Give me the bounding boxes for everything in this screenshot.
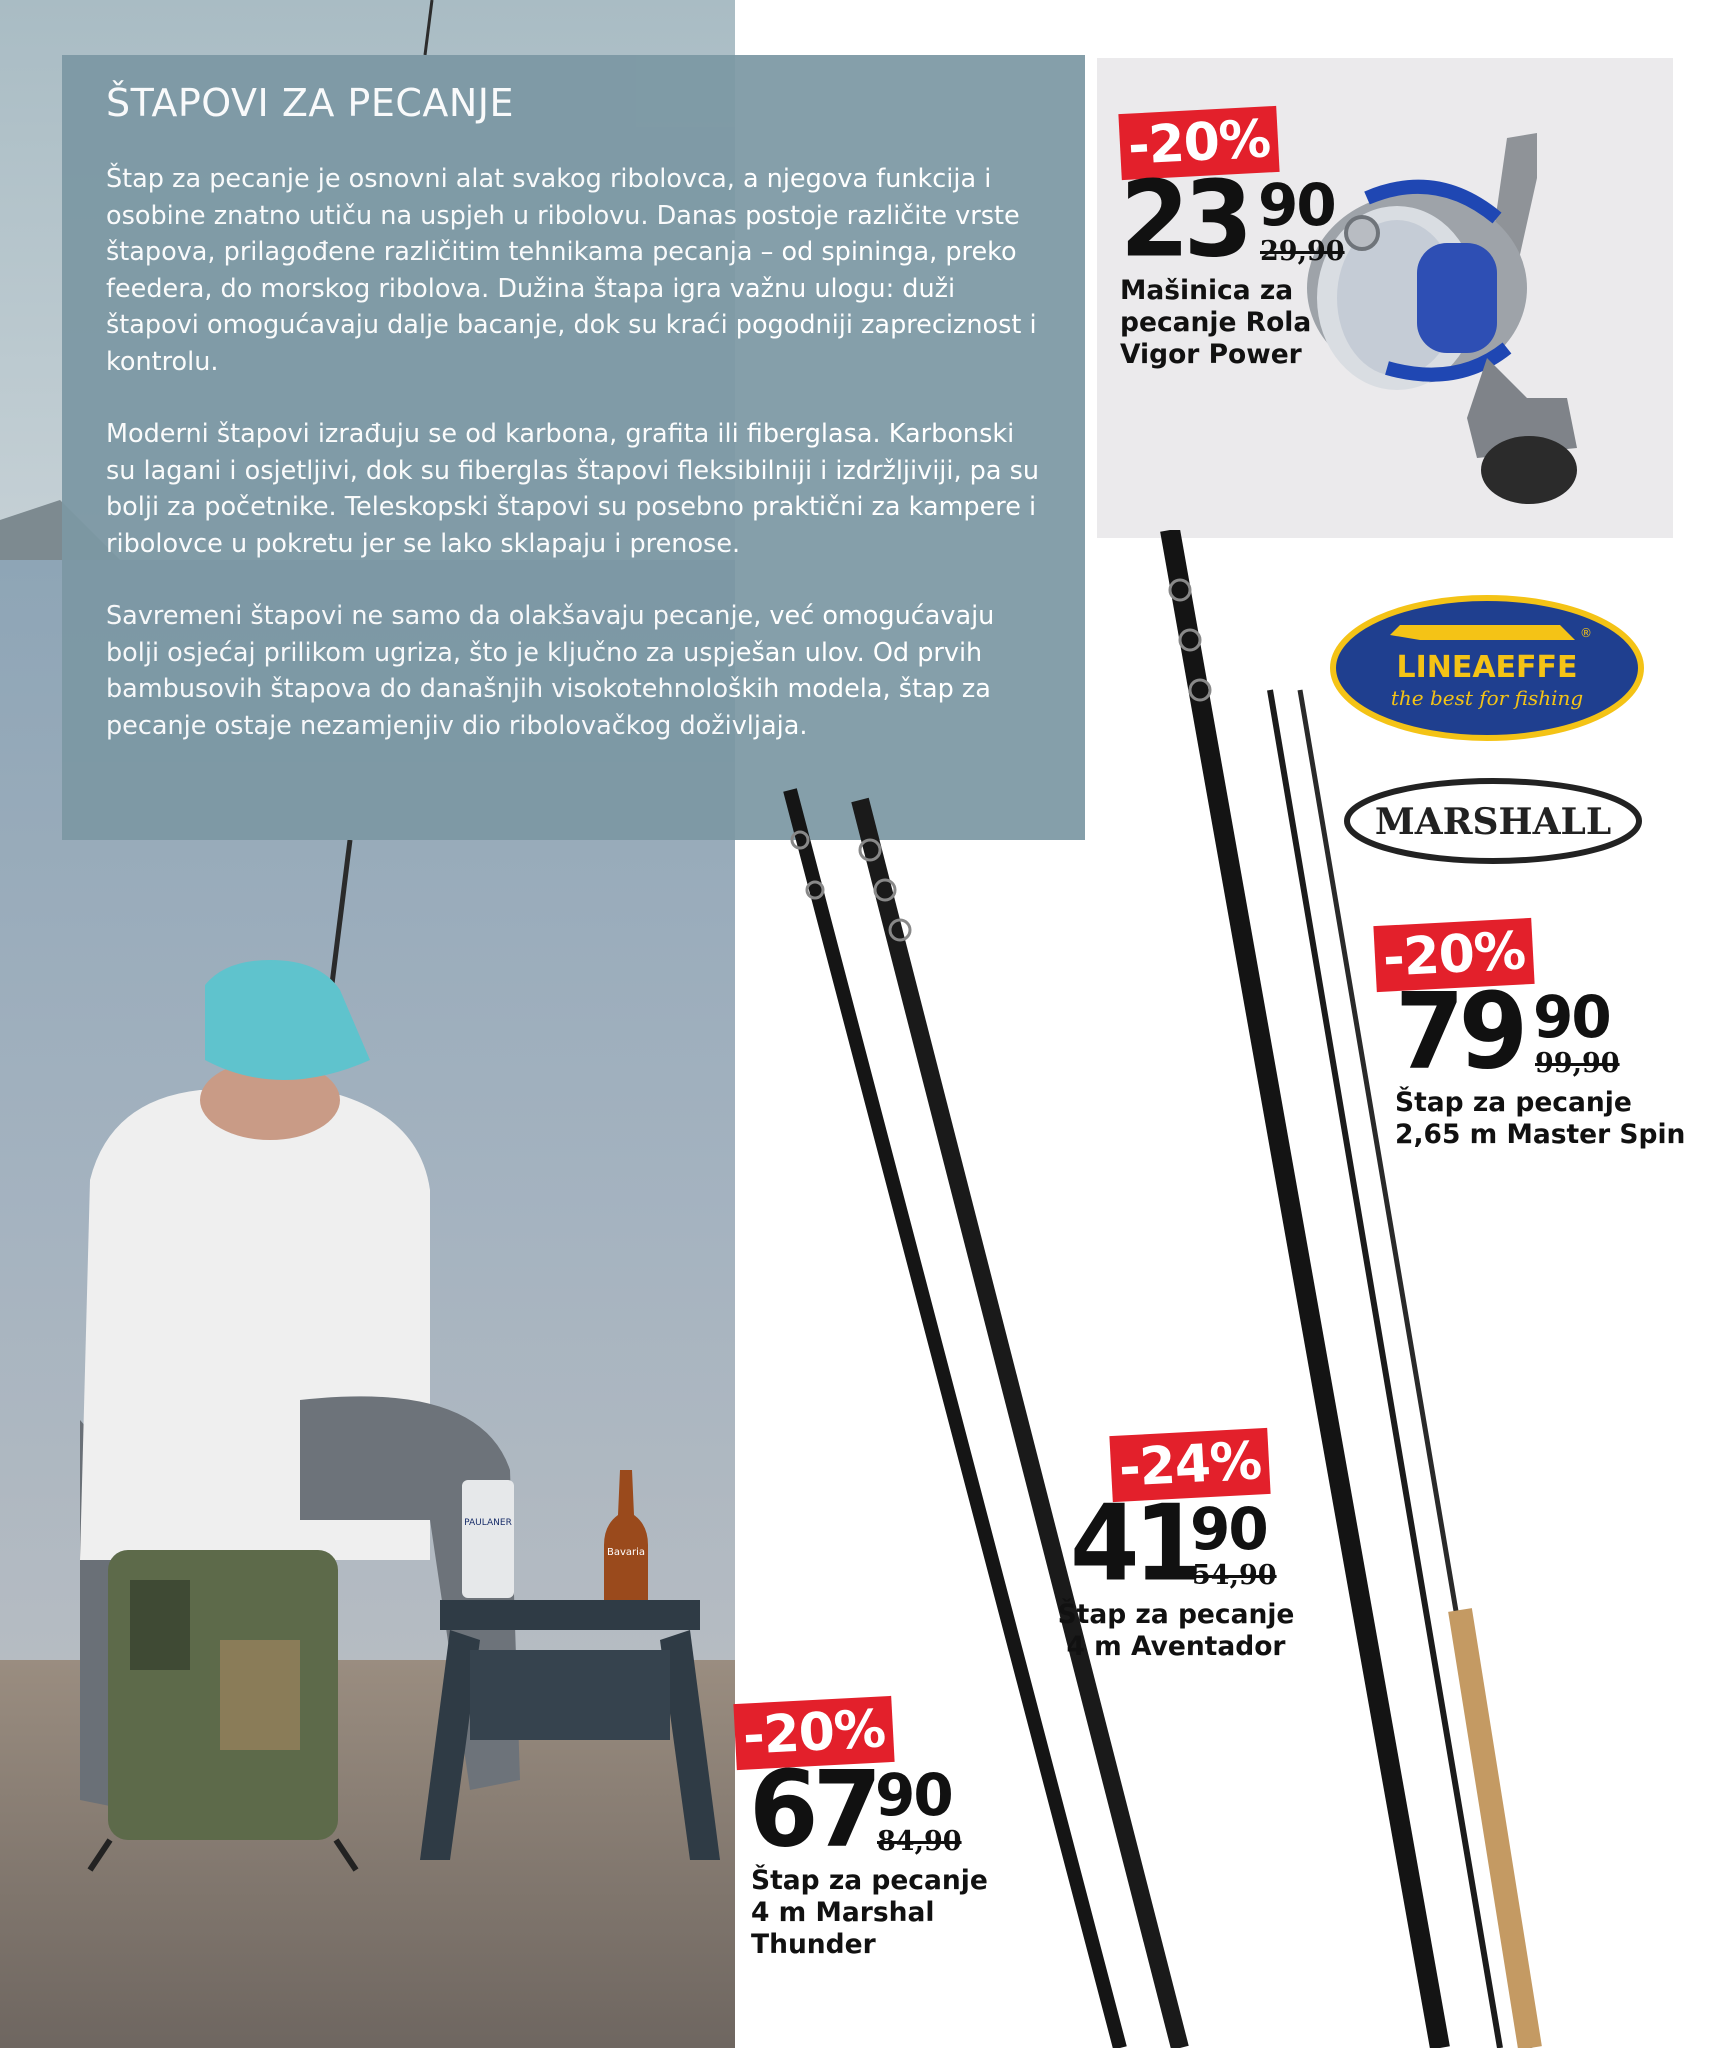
- discount-badge: -20%: [1118, 106, 1279, 180]
- can-label: PAULANER: [464, 1518, 512, 1528]
- offer-master-spin: [1375, 922, 1705, 1151]
- product-name: Štap za pecanje 2,65 m Master Spin: [1395, 1087, 1686, 1150]
- price: [1395, 970, 1705, 1093]
- discount-badge: -20%: [733, 1696, 894, 1770]
- price-integer: 23: [1120, 158, 1248, 281]
- old-price: 29,90: [1260, 236, 1345, 267]
- marshall-name: MARSHALL: [1374, 801, 1612, 843]
- old-price: 99,90: [1535, 1048, 1620, 1079]
- price-integer: 79: [1395, 970, 1523, 1093]
- price-decimal: 90: [875, 1761, 952, 1829]
- price: [1070, 1482, 1356, 1605]
- discount-badge: -20%: [1373, 918, 1534, 992]
- price: [1120, 158, 1380, 281]
- master-spin-rod: [1270, 690, 1500, 2048]
- offer-aventador: [1056, 1432, 1356, 1663]
- product-name: Mašinica za pecanje Rola Vigor Power: [1120, 275, 1312, 370]
- cork-handle: [1460, 1610, 1530, 2048]
- product-name: Štap za pecanje 4 m Aventador: [1057, 1599, 1295, 1662]
- old-price: 84,90: [877, 1826, 962, 1857]
- price: [749, 1748, 1035, 1871]
- article-paragraph-2: Moderni štapovi izrađuju se od karbona, grafita ili fiberglasa. Karbonski su lagani i osjetljivi, dok su fiberglas štapovi fleksibilniji i izdržljiviji, pa su bolji za početnike. Teleskopski štapovi su posebno praktični za kampere i ribolovce u pokretu jer se lako sklapaju i prenose.: [106, 419, 1040, 559]
- offer-marshal-thunder: [735, 1700, 1035, 1961]
- registered-mark: ®: [1580, 626, 1592, 640]
- old-price: 54,90: [1192, 1560, 1277, 1591]
- discount-badge: -24%: [1109, 1428, 1270, 1502]
- lineaeffe-tagline: the best for fishing: [1390, 686, 1584, 710]
- article-paragraph-1: Štap za pecanje je osnovni alat svakog ribolovca, a njegova funkcija i osobine znatno utiču na uspjeh u ribolovu. Danas postoje različite vrste štapova, prilagođene različitim tehnikama pecanja – od spininga, preko feedera, do morskog ribolova. Dužina štapa igra važnu ulogu: duži štapovi omogućavaju dalje bacanje, dok su kraći pogodniji zapreciznost i kontrolu.: [106, 164, 1037, 377]
- offer-reel: [1120, 110, 1380, 371]
- product-name: Štap za pecanje 4 m Marshal Thunder: [751, 1865, 988, 1960]
- camo-backpack-stool: [90, 1550, 356, 1870]
- article-paragraph-3: Savremeni štapovi ne samo da olakšavaju pecanje, već omogućavaju bolji osjećaj prilikom ugriza, što je ključno za uspješan ulov. Od prvih bambusovih štapova do današnjih visokotehnoloških modela, štap za pecanje ostaje nezamjenjiv dio ribolovačkog doživljaja.: [106, 601, 995, 741]
- bottle-label: Bavaria: [606, 1547, 646, 1558]
- price-decimal: 90: [1533, 983, 1610, 1051]
- lineaeffe-name: LINEAEFFE: [1396, 650, 1578, 685]
- price-decimal: 90: [1190, 1495, 1267, 1563]
- article-title: ŠTAPOVI ZA PECANJE: [106, 81, 515, 125]
- marshall-logo: [1342, 776, 1644, 866]
- price-decimal: 90: [1258, 171, 1335, 239]
- lineaeffe-logo: [1330, 595, 1644, 741]
- price-integer: 67: [749, 1748, 877, 1871]
- beer-can: [462, 1480, 514, 1598]
- price-integer: 41: [1070, 1482, 1198, 1605]
